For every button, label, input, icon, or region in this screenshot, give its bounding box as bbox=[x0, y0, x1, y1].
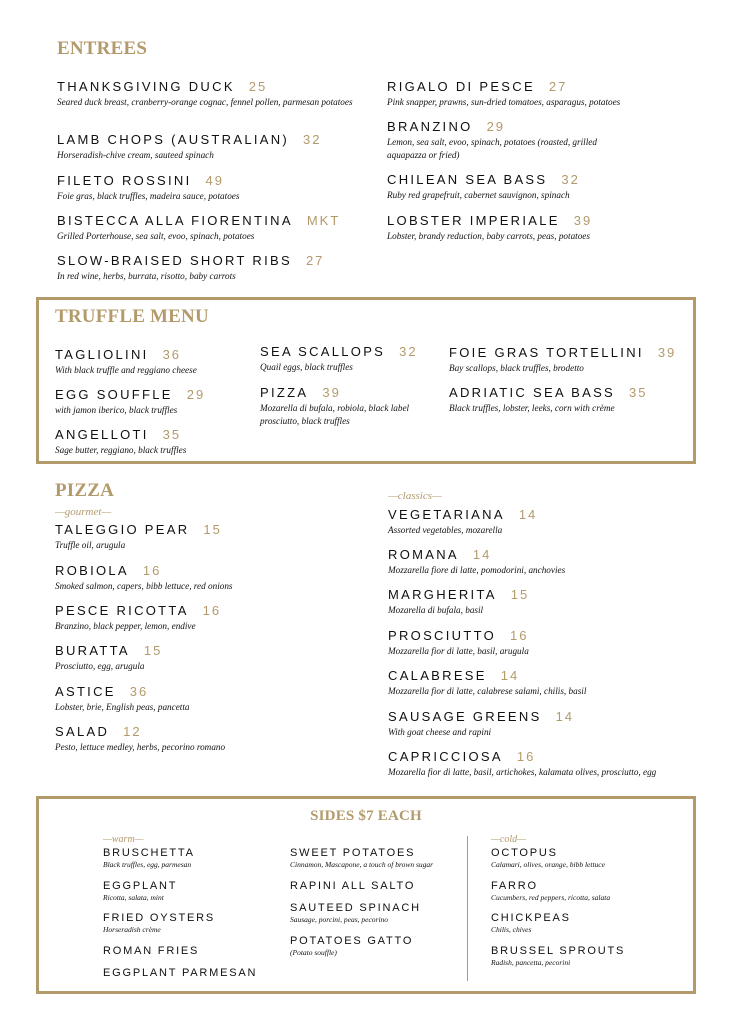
item-name: SAUSAGE GREENS bbox=[388, 709, 542, 724]
menu-item bbox=[55, 387, 255, 417]
side-item bbox=[103, 967, 257, 979]
side-name: RAPINI ALL SALTO bbox=[290, 880, 416, 892]
item-name: ADRIATIC SEA BASS bbox=[449, 385, 616, 400]
item-price: 16 bbox=[202, 603, 222, 618]
item-name: PROSCIUTTO bbox=[388, 628, 496, 643]
menu-item bbox=[55, 563, 375, 593]
item-price: 27 bbox=[305, 253, 325, 268]
pizza-title: PIZZA bbox=[55, 480, 115, 501]
side-name: FRIED OYSTERS bbox=[103, 912, 216, 924]
item-price: 39 bbox=[322, 385, 341, 400]
side-description: Calamari, olives, orange, bibb lettuce bbox=[491, 860, 605, 869]
item-description: Mozarella fior di latte, basil, artichokes, kalamata olives, prosciutto, egg bbox=[388, 767, 657, 777]
item-price: 14 bbox=[472, 547, 492, 562]
item-name: RIGALO DI PESCE bbox=[387, 79, 535, 94]
side-item bbox=[103, 912, 215, 935]
menu-item bbox=[388, 668, 718, 698]
item-name: VEGETARIANA bbox=[388, 507, 505, 522]
item-description: Sage butter, reggiano, black truffles bbox=[55, 445, 187, 455]
item-price: 32 bbox=[561, 172, 580, 187]
side-item bbox=[103, 847, 195, 870]
item-price: 32 bbox=[303, 132, 322, 147]
sides-title: SIDES $7 EACH bbox=[310, 808, 422, 824]
side-item bbox=[491, 880, 610, 903]
side-name: OCTOPUS bbox=[491, 847, 558, 859]
item-description: Lemon, sea salt, evoo, spinach, potatoes (roasted, grilled aquapazza or fried) bbox=[387, 137, 597, 160]
item-price: 25 bbox=[248, 79, 268, 94]
menu-item bbox=[387, 213, 687, 243]
item-description: Pesto, lettuce medley, herbs, pecorino romano bbox=[55, 742, 226, 752]
side-name: SWEET POTATOES bbox=[290, 847, 416, 859]
side-item bbox=[103, 880, 177, 903]
item-price: 15 bbox=[203, 522, 222, 537]
item-name: TAGLIOLINI bbox=[55, 347, 149, 362]
warm-subheading: —warm— bbox=[103, 834, 144, 845]
item-name: THANKSGIVING DUCK bbox=[57, 79, 235, 94]
item-description: In red wine, herbs, burrata, risotto, baby carrots bbox=[57, 271, 236, 281]
item-price: 39 bbox=[657, 345, 677, 360]
item-description: Ruby red grapefruit, cabernet sauvignon, spinach bbox=[387, 190, 570, 200]
side-name: CHICKPEAS bbox=[491, 912, 571, 924]
side-description: Ricotta, salata, mint bbox=[103, 893, 164, 902]
side-item bbox=[290, 847, 433, 870]
item-description: Seared duck breast, cranberry-orange cognac, fennel pollen, parmesan potatoes bbox=[57, 97, 353, 107]
item-price: 14 bbox=[518, 507, 538, 522]
item-name: CALABRESE bbox=[388, 668, 487, 683]
item-name: LOBSTER IMPERIALE bbox=[387, 213, 560, 228]
item-price: 29 bbox=[486, 119, 506, 134]
gourmet-subheading: —gourmet— bbox=[55, 506, 112, 518]
item-description: Pink snapper, prawns, sun-dried tomatoes, asparagus, potatoes bbox=[387, 97, 621, 107]
item-description: Mozarella di bufala, robiola, black label prosciutto, black truffles bbox=[260, 403, 410, 426]
side-description: Horseradish crème bbox=[103, 925, 161, 934]
menu-item bbox=[387, 172, 687, 202]
item-description: Quail eggs, black truffles bbox=[260, 362, 353, 372]
menu-item bbox=[388, 547, 718, 577]
side-description: Black truffles, egg, parmesan bbox=[103, 860, 192, 869]
sides-divider bbox=[467, 836, 468, 981]
item-description: with jamon iberico, black truffles bbox=[55, 405, 178, 415]
menu-item bbox=[449, 345, 689, 375]
menu-item bbox=[55, 522, 375, 552]
side-item bbox=[491, 912, 571, 935]
item-price: MKT bbox=[306, 213, 341, 228]
side-item bbox=[491, 945, 625, 968]
item-name: SLOW-BRAISED SHORT RIBS bbox=[57, 253, 292, 268]
menu-item bbox=[55, 643, 375, 673]
item-name: CHILEAN SEA BASS bbox=[387, 172, 548, 187]
item-price: 16 bbox=[510, 628, 529, 643]
side-description: Cinnamon, Mascapone, a touch of brown sugar bbox=[290, 860, 434, 869]
side-description: Sausage, porcini, peas, pecorino bbox=[290, 915, 389, 924]
item-name: ROMANA bbox=[388, 547, 459, 562]
item-name: PIZZA bbox=[260, 385, 309, 400]
item-description: Truffle oil, arugula bbox=[55, 540, 126, 550]
item-description: Foie gras, black truffles, madeira sauce, potatoes bbox=[57, 191, 240, 201]
item-price: 15 bbox=[510, 587, 530, 602]
menu-item bbox=[55, 347, 255, 377]
side-name: BRUSCHETTA bbox=[103, 847, 195, 859]
item-name: BISTECCA ALLA FIORENTINA bbox=[57, 213, 293, 228]
cold-subheading: —cold— bbox=[491, 834, 526, 845]
side-description: Cucumbers, red peppers, ricotta, salata bbox=[491, 893, 611, 902]
item-description: Lobster, brie, English peas, pancetta bbox=[55, 702, 190, 712]
item-price: 12 bbox=[123, 724, 142, 739]
item-name: SALAD bbox=[55, 724, 110, 739]
side-item bbox=[290, 902, 421, 925]
item-description: Black truffles, lobster, leeks, corn with crème bbox=[449, 403, 615, 413]
item-name: LAMB CHOPS (AUSTRALIAN) bbox=[57, 132, 290, 147]
item-description: With goat cheese and rapini bbox=[388, 727, 492, 737]
item-price: 35 bbox=[162, 427, 182, 442]
menu-item bbox=[260, 344, 440, 374]
menu-item bbox=[388, 749, 724, 779]
side-description: (Potato souffle) bbox=[290, 948, 337, 957]
menu-item bbox=[260, 385, 430, 428]
item-name: TALEGGIO PEAR bbox=[55, 522, 190, 537]
side-name: POTATOES GATTO bbox=[290, 935, 414, 947]
item-name: FILETO ROSSINI bbox=[57, 173, 192, 188]
item-price: 36 bbox=[162, 347, 182, 362]
menu-item bbox=[57, 79, 367, 109]
item-name: FOIE GRAS TORTELLINI bbox=[449, 345, 644, 360]
item-name: MARGHERITA bbox=[388, 587, 497, 602]
item-name: BRANZINO bbox=[387, 119, 473, 134]
menu-item bbox=[55, 427, 255, 457]
item-name: PESCE RICOTTA bbox=[55, 603, 189, 618]
side-item bbox=[290, 880, 415, 892]
item-description: Mozzarella fiore di latte, pomodorini, anchovies bbox=[388, 565, 566, 575]
menu-item bbox=[57, 132, 367, 162]
item-price: 14 bbox=[500, 668, 520, 683]
item-price: 16 bbox=[142, 563, 162, 578]
menu-item bbox=[55, 684, 375, 714]
item-price: 32 bbox=[399, 344, 418, 359]
item-price: 39 bbox=[573, 213, 593, 228]
item-price: 14 bbox=[555, 709, 575, 724]
item-description: With black truffle and reggiano cheese bbox=[55, 365, 197, 375]
side-name: FARRO bbox=[491, 880, 538, 892]
item-name: SEA SCALLOPS bbox=[260, 344, 386, 359]
item-price: 16 bbox=[516, 749, 536, 764]
side-name: ROMAN FRIES bbox=[103, 945, 200, 957]
side-name: EGGPLANT bbox=[103, 880, 178, 892]
item-description: Mozzarella fior di latte, basil, arugula bbox=[388, 646, 529, 656]
item-price: 15 bbox=[143, 643, 163, 658]
side-description: Radish, pancetta, pecorini bbox=[491, 958, 571, 967]
menu-item bbox=[55, 724, 375, 754]
item-description: Assorted vegetables, mozarella bbox=[388, 525, 503, 535]
item-description: Bay scallops, black truffles, brodetto bbox=[449, 363, 584, 373]
item-price: 35 bbox=[629, 385, 648, 400]
side-item bbox=[290, 935, 413, 958]
item-description: Grilled Porterhouse, sea salt, evoo, spinach, potatoes bbox=[57, 231, 255, 241]
side-name: EGGPLANT PARMESAN bbox=[103, 967, 258, 979]
side-item bbox=[103, 945, 199, 957]
side-item bbox=[491, 847, 605, 870]
item-description: Smoked salmon, capers, bibb lettuce, red onions bbox=[55, 581, 233, 591]
menu-item bbox=[387, 79, 687, 109]
menu-item bbox=[388, 628, 718, 658]
menu-item bbox=[388, 587, 718, 617]
menu-item bbox=[57, 213, 377, 243]
item-price: 36 bbox=[129, 684, 149, 699]
menu-item bbox=[388, 709, 718, 739]
menu-item bbox=[387, 119, 637, 162]
menu-item bbox=[55, 603, 375, 633]
entrees-title: ENTREES bbox=[57, 38, 148, 59]
item-name: CAPRICCIOSA bbox=[388, 749, 503, 764]
item-name: ANGELLOTI bbox=[55, 427, 149, 442]
item-description: Horseradish-chive cream, sauteed spinach bbox=[57, 150, 214, 160]
menu-item bbox=[57, 173, 367, 203]
side-name: SAUTEED SPINACH bbox=[290, 902, 421, 914]
item-price: 27 bbox=[548, 79, 568, 94]
menu-item bbox=[57, 253, 367, 283]
item-price: 29 bbox=[186, 387, 206, 402]
side-name: BRUSSEL SPROUTS bbox=[491, 945, 626, 957]
side-description: Chilis, chives bbox=[491, 925, 532, 934]
item-name: EGG SOUFFLE bbox=[55, 387, 173, 402]
item-description: Mozarella di bufala, basil bbox=[388, 605, 484, 615]
item-description: Prosciutto, egg, arugula bbox=[55, 661, 145, 671]
item-description: Lobster, brandy reduction, baby carrots, peas, potatoes bbox=[387, 231, 590, 241]
item-name: ASTICE bbox=[55, 684, 116, 699]
item-price: 49 bbox=[205, 173, 225, 188]
menu-item bbox=[449, 385, 689, 415]
truffle-menu-title: TRUFFLE MENU bbox=[55, 306, 209, 327]
item-description: Mozzarella fior di latte, calabrese salami, chilis, basil bbox=[388, 686, 587, 696]
item-description: Branzino, black pepper, lemon, endive bbox=[55, 621, 196, 631]
classics-subheading: —classics— bbox=[388, 490, 442, 502]
menu-item bbox=[388, 507, 718, 537]
item-name: ROBIOLA bbox=[55, 563, 129, 578]
item-name: BURATTA bbox=[55, 643, 130, 658]
